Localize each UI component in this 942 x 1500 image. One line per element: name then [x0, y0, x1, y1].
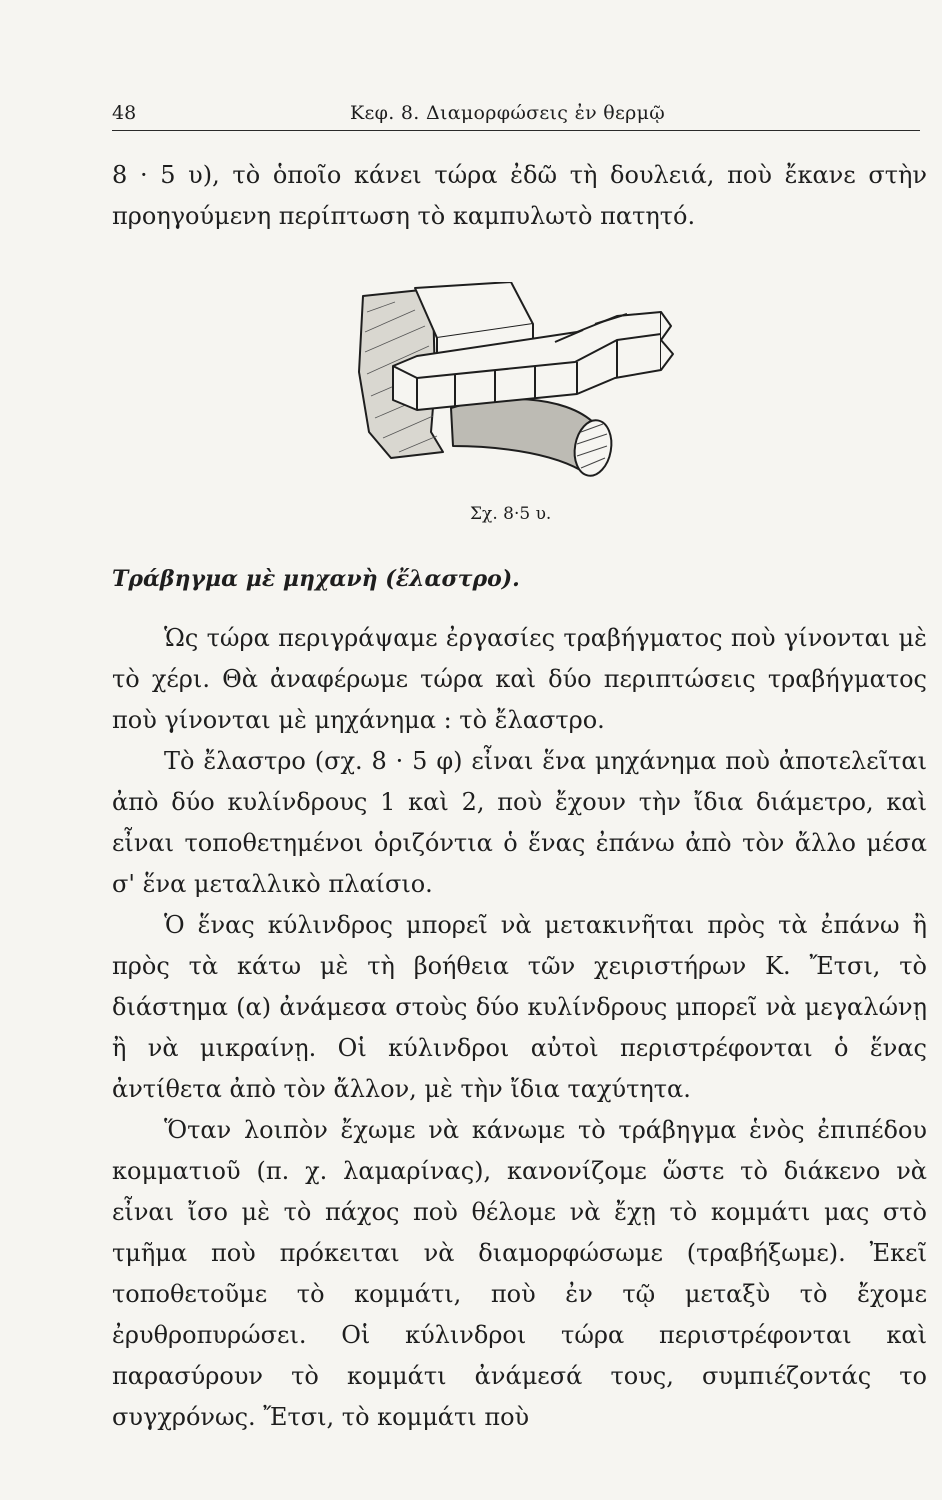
- opening-text: [112, 155, 927, 237]
- paragraph: Τὸ ἔλαστρο (σχ. 8 · 5 φ) εἶναι ἕνα μηχάνημα ποὺ ἀποτελεῖται ἀπὸ δύο κυλίνδρους 1 καὶ 2, ποὺ ἔχουν τὴν ἴδια διάμετρο, καὶ εἶναι τοποθετημένοι ὁριζόντια ὁ ἕνας ἐπάνω ἀπὸ τὸν ἄλλο μέσα σ' ἕνα μεταλλικὸ πλαίσιο.: [112, 747, 927, 898]
- opening-paragraph: 8 · 5 υ), τὸ ὁποῖο κάνει τώρα ἐδῶ τὴ δουλειά, ποὺ ἔκανε στὴν προηγούμενη περίπτωση τὸ καμπυλωτὸ πατητό.: [112, 161, 927, 230]
- running-head: Κεφ. 8. Διαμορφώσεις ἐν θερμῷ: [350, 102, 666, 124]
- paragraph: Ὡς τώρα περιγράψαμε ἐργασίες τραβήγματος ποὺ γίνονται μὲ τὸ χέρι. Θὰ ἀναφέρωμε τώρα καὶ δύο περιπτώσεις τραβήγματος ποὺ γίνονται μὲ μηχάνημα : τὸ ἔλαστρο.: [112, 624, 927, 734]
- figure-caption: Σχ. 8·5 υ.: [470, 504, 552, 524]
- page-header: [112, 96, 920, 131]
- section-body: [112, 618, 927, 1438]
- section-heading: Τράβηγμα μὲ μηχανὴ (ἔλαστρο).: [112, 566, 520, 592]
- figure-illustration: [355, 282, 695, 482]
- paragraph: Ὅταν λοιπὸν ἔχωμε νὰ κάνωμε τὸ τράβηγμα ἑνὸς ἐπιπέδου κομματιοῦ (π. χ. λαμαρίνας), κανονίζομε ὥστε τὸ διάκενο νὰ εἶναι ἴσο μὲ τὸ πάχος ποὺ θέλομε νὰ ἔχῃ τὸ κομμάτι μας στὸ τμῆμα ποὺ πρόκειται νὰ διαμορφώσωμε (τραβήξωμε). Ἐκεῖ τοποθετοῦμε τὸ κομμάτι, ποὺ ἐν τῷ μεταξὺ τὸ ἔχομε ἐρυθροπυρώσει. Οἱ κύλινδροι τώρα περιστρέφονται καὶ παρασύρουν τὸ κομμάτι ἀνάμεσά τους, συμπιέζοντάς το συγχρόνως. Ἔτσι, τὸ κομμάτι ποὺ: [112, 1116, 927, 1431]
- paragraph: Ὁ ἕνας κύλινδρος μπορεῖ νὰ μετακινῆται πρὸς τὰ ἐπάνω ἢ πρὸς τὰ κάτω μὲ τὴ βοήθεια τῶν χειριστήρων Κ. Ἔτσι, τὸ διάστημα (α) ἀνάμεσα στοὺς δύο κυλίνδρους μπορεῖ νὰ μεγαλώνῃ ἢ νὰ μικραίνῃ. Οἱ κύλινδροι αὐτοὶ περιστρέφονται ὁ ἕνας ἀντίθετα ἀπὸ τὸν ἄλλον, μὲ τὴν ἴδια ταχύτητα.: [112, 911, 927, 1103]
- page-number: 48: [112, 102, 137, 124]
- round-bar: [451, 399, 595, 474]
